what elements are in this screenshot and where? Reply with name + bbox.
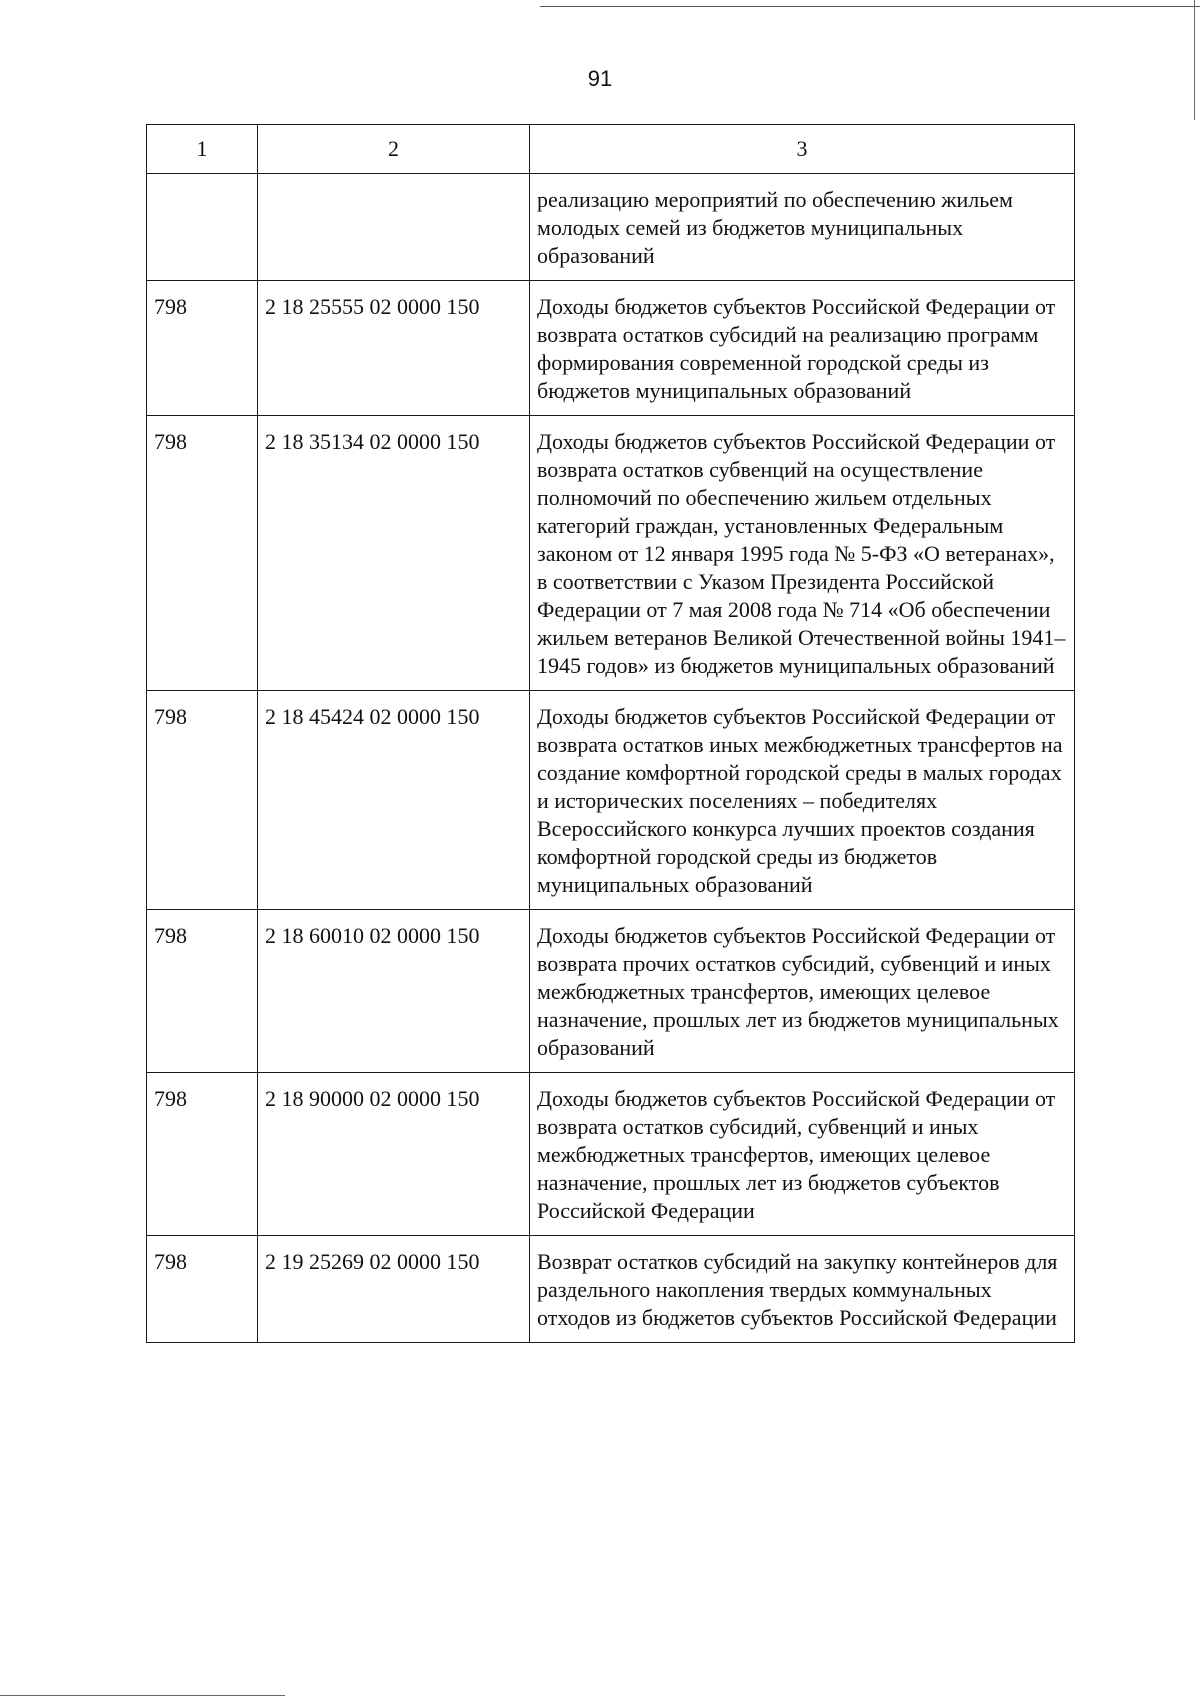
scan-edge-bottom bbox=[0, 1695, 285, 1696]
scan-edge-top bbox=[540, 6, 1200, 7]
admin-code-cell bbox=[147, 174, 258, 281]
page-number: 91 bbox=[587, 66, 613, 91]
admin-code-cell: 798 bbox=[147, 281, 258, 416]
description-cell: Возврат остатков субсидий на закупку контейнеров для раздельного накопления твердых коммунальных отходов из бюджетов субъектов Российской Федерации bbox=[530, 1236, 1075, 1343]
table-row bbox=[147, 281, 1075, 416]
table-row bbox=[147, 691, 1075, 910]
column-header-3: 3 bbox=[530, 125, 1075, 174]
description-cell: Доходы бюджетов субъектов Российской Федерации от возврата остатков субсидий, субвенций и иных межбюджетных трансфертов, имеющих целевое назначение, прошлых лет из бюджетов субъектов Российской Федерации bbox=[530, 1073, 1075, 1236]
table-header-row bbox=[147, 125, 1075, 174]
column-header-2: 2 bbox=[258, 125, 530, 174]
admin-code-cell: 798 bbox=[147, 910, 258, 1073]
table-row bbox=[147, 174, 1075, 281]
revenue-code-cell: 2 18 60010 02 0000 150 bbox=[258, 910, 530, 1073]
revenue-code-cell: 2 19 25269 02 0000 150 bbox=[258, 1236, 530, 1343]
revenue-code-cell: 2 18 25555 02 0000 150 bbox=[258, 281, 530, 416]
revenue-code-cell bbox=[258, 174, 530, 281]
admin-code-cell: 798 bbox=[147, 1236, 258, 1343]
table-row bbox=[147, 1236, 1075, 1343]
admin-code-cell: 798 bbox=[147, 416, 258, 691]
description-cell: Доходы бюджетов субъектов Российской Федерации от возврата остатков субсидий на реализацию программ формирования современной городской среды из бюджетов муниципальных образований bbox=[530, 281, 1075, 416]
table-row bbox=[147, 910, 1075, 1073]
table-row bbox=[147, 1073, 1075, 1236]
revenue-code-cell: 2 18 45424 02 0000 150 bbox=[258, 691, 530, 910]
budget-codes-table bbox=[146, 124, 1075, 1343]
revenue-code-cell: 2 18 35134 02 0000 150 bbox=[258, 416, 530, 691]
description-cell: Доходы бюджетов субъектов Российской Федерации от возврата остатков субвенций на осуществление полномочий по обеспечению жильем отдельных категорий граждан, установленных Федеральным законом от 12 января 1995 года № 5-ФЗ «О ветеранах», в соответствии с Указом Президента Российской Федерации от 7 мая 2008 года № 714 «Об обеспечении жильем ветеранов Великой Отечественной войны 1941–1945 годов» из бюджетов муниципальных образований bbox=[530, 416, 1075, 691]
column-header-1: 1 bbox=[147, 125, 258, 174]
table-row bbox=[147, 416, 1075, 691]
description-cell: Доходы бюджетов субъектов Российской Федерации от возврата остатков иных межбюджетных трансфертов на создание комфортной городской среды в малых городах и исторических поселениях – победителях Всероссийского конкурса лучших проектов создания комфортной городской среды из бюджетов муниципальных образований bbox=[530, 691, 1075, 910]
scan-edge-right bbox=[1194, 0, 1195, 120]
description-cell: реализацию мероприятий по обеспечению жильем молодых семей из бюджетов муниципальных образований bbox=[530, 174, 1075, 281]
admin-code-cell: 798 bbox=[147, 691, 258, 910]
revenue-code-cell: 2 18 90000 02 0000 150 bbox=[258, 1073, 530, 1236]
admin-code-cell: 798 bbox=[147, 1073, 258, 1236]
description-cell: Доходы бюджетов субъектов Российской Федерации от возврата прочих остатков субсидий, субвенций и иных межбюджетных трансфертов, имеющих целевое назначение, прошлых лет из бюджетов муниципальных образований bbox=[530, 910, 1075, 1073]
